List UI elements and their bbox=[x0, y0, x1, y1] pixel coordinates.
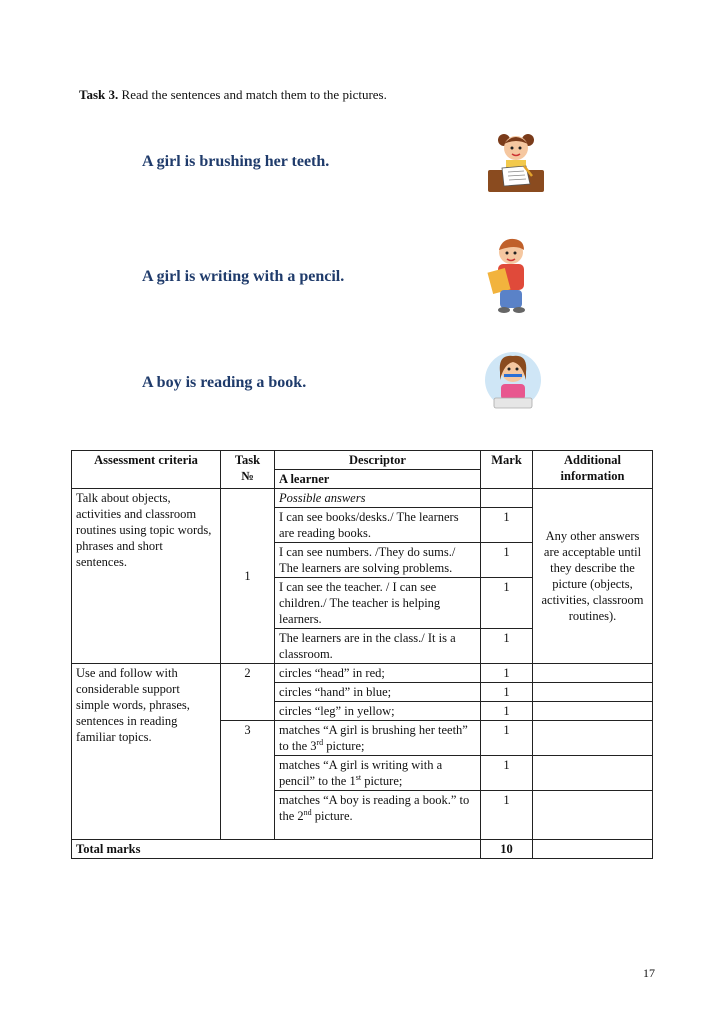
total-marks-value: 10 bbox=[481, 840, 533, 859]
mark-cell: 1 bbox=[481, 683, 533, 702]
header-task-line2: № bbox=[241, 469, 254, 483]
descriptor-cell: I can see books/desks./ The learners are reading books. bbox=[275, 508, 481, 543]
header-additional: Additional information bbox=[533, 451, 653, 489]
sentence-2: A girl is writing with a pencil. bbox=[142, 268, 345, 285]
descriptor-cell: circles “hand” in blue; bbox=[275, 683, 481, 702]
task-text: Read the sentences and match them to the pictures. bbox=[121, 87, 387, 102]
possible-answers-label: Possible answers bbox=[275, 489, 481, 508]
descriptor-cell: matches “A girl is brushing her teeth” to the 3rd picture; bbox=[275, 721, 481, 756]
additional-info: Any other answers are acceptable until they describe the picture (objects, activities, classroom routines). bbox=[533, 489, 653, 664]
descriptor-cell: The learners are in the class./ It is a classroom. bbox=[275, 629, 481, 664]
girl-writing-picture bbox=[484, 126, 548, 198]
mark-cell: 1 bbox=[481, 508, 533, 543]
mark-cell: 1 bbox=[481, 702, 533, 721]
header-mark: Mark bbox=[481, 451, 533, 489]
criteria-1: Talk about objects, activities and classroom routines using topic words, phrases and short sentences. bbox=[72, 489, 221, 664]
descriptor-cell: I can see the teacher. / I can see children./ The teacher is helping learners. bbox=[275, 578, 481, 629]
mark-cell: 1 bbox=[481, 664, 533, 683]
header-task-line1: Task bbox=[234, 453, 261, 467]
sentence-3: A boy is reading a book. bbox=[142, 374, 307, 391]
total-marks-label: Total marks bbox=[72, 840, 481, 859]
boy-reading-picture bbox=[484, 236, 538, 316]
sentence-1: A girl is brushing her teeth. bbox=[142, 153, 330, 170]
task-number-3: 3 bbox=[221, 721, 275, 840]
mark-cell: 1 bbox=[481, 629, 533, 664]
task-instruction bbox=[79, 87, 387, 103]
task-label: Task 3. bbox=[79, 87, 119, 102]
mark-cell: 1 bbox=[481, 543, 533, 578]
task-number-1: 1 bbox=[221, 489, 275, 664]
descriptor-cell: circles “head” in red; bbox=[275, 664, 481, 683]
header-descriptor: Descriptor bbox=[275, 451, 481, 470]
descriptor-cell: circles “leg” in yellow; bbox=[275, 702, 481, 721]
mark-cell: 1 bbox=[481, 791, 533, 840]
assessment-table bbox=[71, 450, 653, 859]
mark-cell: 1 bbox=[481, 578, 533, 629]
task-number-2: 2 bbox=[221, 664, 275, 721]
girl-brushing-teeth-picture bbox=[482, 348, 544, 414]
mark-cell: 1 bbox=[481, 756, 533, 791]
header-learner: A learner bbox=[275, 470, 481, 489]
page-number: 17 bbox=[643, 966, 655, 980]
header-task bbox=[221, 451, 275, 489]
mark-cell: 1 bbox=[481, 721, 533, 756]
header-criteria: Assessment criteria bbox=[72, 451, 221, 489]
descriptor-cell: I can see numbers. /They do sums./ The learners are solving problems. bbox=[275, 543, 481, 578]
descriptor-cell: matches “A boy is reading a book.” to the 2nd picture. bbox=[275, 791, 481, 840]
criteria-2: Use and follow with considerable support simple words, phrases, sentences in reading familiar topics. bbox=[72, 664, 221, 840]
descriptor-cell: matches “A girl is writing with a pencil” to the 1st picture; bbox=[275, 756, 481, 791]
